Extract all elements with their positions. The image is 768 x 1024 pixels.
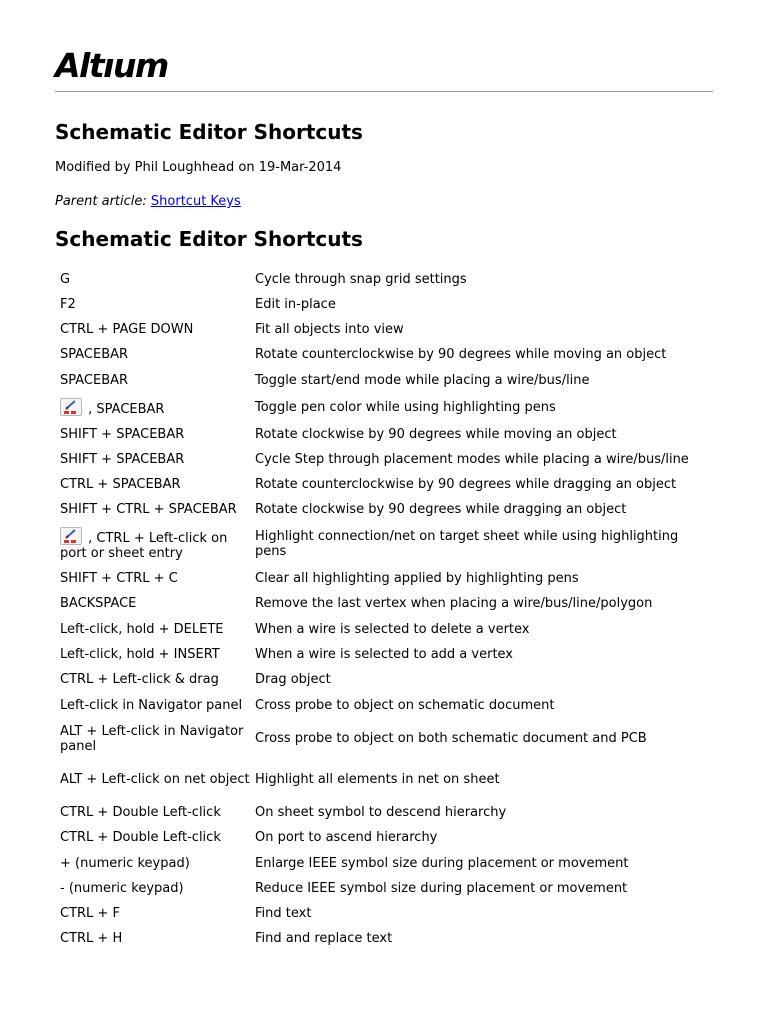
shortcut-row — [55, 642, 713, 667]
shortcut-key-text: SHIFT + SPACEBAR — [60, 427, 185, 442]
shortcut-description: Highlight all elements in net on sheet — [255, 772, 500, 787]
shortcut-row — [55, 447, 713, 472]
page-title: Schematic Editor Shortcuts — [55, 120, 363, 144]
shortcut-row — [55, 342, 713, 367]
shortcut-key — [55, 881, 251, 896]
shortcut-description: Enlarge IEEE symbol size during placement or movement — [255, 855, 629, 871]
shortcut-key-text: CTRL + F — [60, 906, 120, 921]
shortcut-key — [55, 347, 251, 362]
shortcut-description: Remove the last vertex when placing a wire/bus/line/polygon — [255, 596, 653, 611]
shortcut-description: Edit in-place — [255, 297, 336, 312]
shortcut-key-text: - (numeric keypad) — [60, 881, 184, 896]
shortcut-key — [55, 622, 251, 637]
altium-logo: Altıum — [55, 46, 168, 85]
shortcut-description: Cycle through snap grid settings — [255, 272, 467, 287]
shortcut-key — [55, 477, 251, 492]
shortcut-key-text: CTRL + PAGE DOWN — [60, 322, 194, 337]
shortcut-row — [55, 522, 713, 566]
modified-info: Modified by Phil Loughhead on 19-Mar-2014 — [55, 160, 342, 175]
shortcut-row — [55, 317, 713, 342]
shortcut-key — [55, 724, 251, 754]
shortcut-key — [55, 772, 251, 787]
shortcut-key — [55, 931, 251, 946]
shortcut-key — [55, 527, 251, 561]
parent-article-label: Parent article: — [55, 194, 147, 209]
shortcut-key-text: , CTRL + Left-click on port or sheet entry — [60, 531, 228, 561]
shortcut-key — [55, 906, 251, 921]
shortcut-row — [55, 800, 713, 825]
shortcut-description: Reduce IEEE symbol size during placement or movement — [255, 881, 628, 896]
shortcut-description: On port to ascend hierarchy — [255, 830, 438, 845]
shortcut-key-text: SHIFT + CTRL + SPACEBAR — [60, 502, 237, 517]
shortcut-key — [55, 272, 251, 287]
shortcut-row — [55, 292, 713, 317]
shortcut-row — [55, 472, 713, 497]
shortcut-key — [55, 297, 251, 312]
shortcut-table — [55, 267, 713, 951]
shortcut-description: Fit all objects into view — [255, 322, 404, 337]
header-divider — [55, 91, 713, 92]
shortcut-row — [55, 667, 713, 692]
shortcut-row — [55, 393, 713, 422]
shortcut-row — [55, 901, 713, 926]
shortcut-keys-link[interactable]: Shortcut Keys — [150, 194, 241, 209]
shortcut-row — [55, 267, 713, 292]
shortcut-key — [55, 647, 251, 662]
shortcut-row — [55, 497, 713, 522]
shortcut-key — [55, 373, 251, 388]
shortcut-description: Toggle start/end mode while placing a wire/bus/line — [255, 372, 590, 388]
shortcut-key-text: CTRL + Left-click & drag — [60, 672, 219, 687]
shortcut-row — [55, 367, 713, 393]
shortcut-key — [55, 672, 251, 687]
shortcut-description: Rotate counterclockwise by 90 degrees while moving an object — [255, 347, 667, 362]
shortcut-key — [55, 502, 251, 517]
shortcut-key-text: ALT + Left-click in Navigator panel — [60, 723, 244, 754]
shortcut-key — [55, 398, 251, 417]
shortcut-description: Cross probe to object on schematic document — [255, 697, 555, 713]
shortcut-key — [55, 596, 251, 611]
shortcut-row — [55, 718, 713, 759]
shortcut-description: On sheet symbol to descend hierarchy — [255, 805, 507, 820]
shortcut-description: Rotate counterclockwise by 90 degrees while dragging an object — [255, 477, 677, 492]
shortcut-key — [55, 322, 251, 337]
shortcut-key-text: Left-click, hold + INSERT — [60, 647, 220, 662]
highlight-pen-icon — [60, 398, 82, 416]
shortcut-key-text: F2 — [60, 297, 76, 312]
shortcut-row — [55, 759, 713, 800]
shortcut-row — [55, 566, 713, 591]
shortcut-key-text: G — [60, 272, 71, 287]
shortcut-row — [55, 422, 713, 447]
shortcut-row — [55, 876, 713, 901]
shortcut-key — [55, 452, 251, 467]
shortcut-description: Rotate clockwise by 90 degrees while moving an object — [255, 427, 617, 442]
shortcut-key-text: Left-click, hold + DELETE — [60, 621, 224, 637]
shortcut-description: Highlight connection/net on target sheet while using highlighting pens — [255, 529, 679, 559]
shortcut-key — [55, 856, 251, 871]
shortcut-row — [55, 692, 713, 718]
shortcut-key-text: BACKSPACE — [60, 596, 137, 611]
shortcut-key — [55, 805, 251, 820]
shortcut-key-text: SHIFT + CTRL + C — [60, 571, 178, 586]
shortcut-key-text: SHIFT + SPACEBAR — [60, 452, 185, 467]
shortcut-row — [55, 825, 713, 850]
shortcut-key — [55, 698, 251, 713]
shortcut-description: Drag object — [255, 672, 331, 687]
shortcut-row — [55, 850, 713, 876]
shortcut-key-text: + (numeric keypad) — [60, 855, 190, 871]
shortcut-key-text: CTRL + SPACEBAR — [60, 477, 181, 492]
shortcut-key-text: CTRL + Double Left-click — [60, 830, 221, 845]
shortcut-description: Clear all highlighting applied by highlighting pens — [255, 571, 579, 586]
shortcut-description: Rotate clockwise by 90 degrees while dragging an object — [255, 502, 627, 517]
shortcut-row — [55, 616, 713, 642]
parent-article — [55, 193, 241, 211]
shortcut-description: When a wire is selected to delete a vertex — [255, 621, 530, 637]
shortcut-key-text: SPACEBAR — [60, 347, 129, 362]
shortcut-key-text: ALT + Left-click on net object — [60, 772, 250, 787]
section-title: Schematic Editor Shortcuts — [55, 227, 363, 251]
highlight-pen-icon — [60, 527, 82, 545]
shortcut-key-text: CTRL + Double Left-click — [60, 805, 221, 820]
shortcut-key-text: CTRL + H — [60, 931, 123, 946]
shortcut-description: Cross probe to object on both schematic document and PCB — [255, 731, 647, 746]
shortcut-key-text: , SPACEBAR — [84, 402, 165, 417]
shortcut-key-text: Left-click in Navigator panel — [60, 697, 243, 713]
shortcut-description: Find text — [255, 906, 312, 921]
shortcut-description: When a wire is selected to add a vertex — [255, 647, 514, 662]
shortcut-row — [55, 591, 713, 616]
shortcut-row — [55, 926, 713, 951]
shortcut-description: Cycle Step through placement modes while placing a wire/bus/line — [255, 452, 689, 467]
shortcut-key — [55, 571, 251, 586]
shortcut-description: Find and replace text — [255, 931, 393, 946]
shortcut-description: Toggle pen color while using highlighting pens — [255, 400, 556, 415]
shortcut-key — [55, 427, 251, 442]
shortcut-key — [55, 830, 251, 845]
shortcut-key-text: SPACEBAR — [60, 372, 129, 388]
